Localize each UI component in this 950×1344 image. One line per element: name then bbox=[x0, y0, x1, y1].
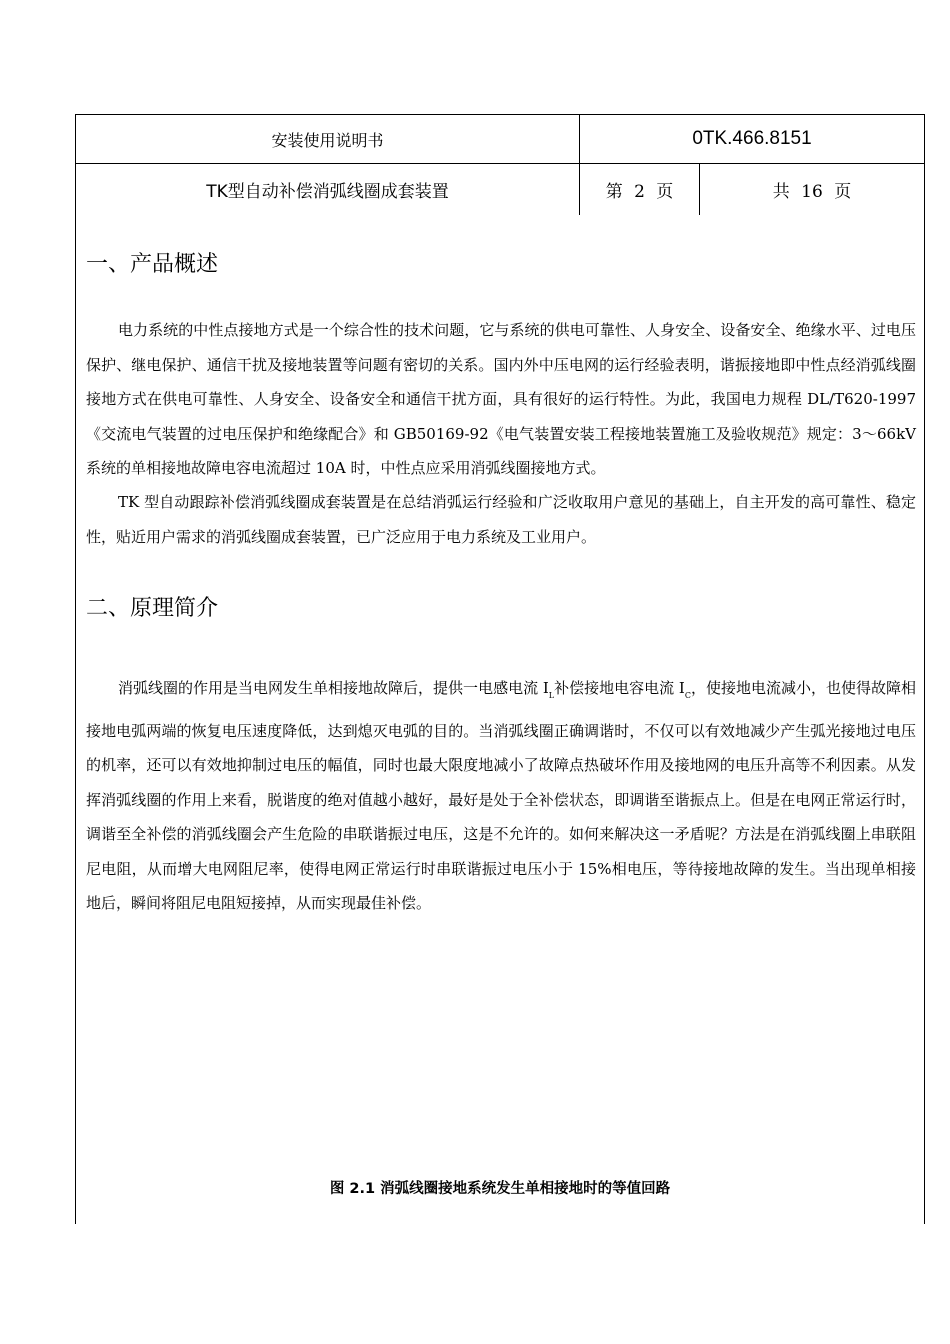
subscript-l: L bbox=[548, 691, 555, 700]
para-text-b: 补偿接地电容电流 I bbox=[554, 679, 685, 697]
para-text-c: ，使接地电流减小，也使得故障相接地电弧两端的恢复电压速度降低，达到熄灭电弧的目的。当消弧线圈正确调谐时，不仅可以有效地减少产生弧光接地过电压的机率，还可以有效地抑制过电压的幅值，同时也最大限度地减小了故障点热破坏作用及接地网的电压升高等不利因素。从发挥消弧线圈的作用上来看，脱谐度的绝对值越小越好，最好是处于全补偿状态，即调谐至谐振点上。但是在电网正常运行时，调谐至全补偿的消弧线圈会产生危险的串联谐振过电压，这是不允许的。如何来解决这一矛盾呢？方法是在消弧线圈上串联阻尼电阻，从而增大电网阻尼率，使得电网正常运行时串联谐振过电压小于 15%相电压，等待接地故障的发生。当出现单相接地后，瞬间将阻尼电阻短接掉，从而实现最佳补偿。 bbox=[86, 679, 916, 912]
subscript-c: C bbox=[684, 691, 691, 700]
section-2-paragraph bbox=[86, 671, 916, 921]
section-1-title: 一、产品概述 bbox=[86, 252, 219, 277]
product-name: TK型自动补偿消弧线圈成套装置 bbox=[76, 163, 580, 215]
doc-code: 0TK.466.8151 bbox=[692, 128, 812, 149]
section-1-paragraph-2: TK 型自动跟踪补偿消弧线圈成套装置是在总结消弧运行经验和广泛收取用户意见的基础上，自主开发的高可靠性、稳定性，贴近用户需求的消弧线圈成套装置，已广泛应用于电力系统及工业用户。 bbox=[86, 493, 916, 546]
section-1-paragraph-1: 电力系统的中性点接地方式是一个综合性的技术问题，它与系统的供电可靠性、人身安全、设备安全、绝缘水平、过电压保护、继电保护、通信干扰及接地装置等问题有密切的关系。国内外中压电网的运行经验表明，谐振接地即中性点经消弧线圈接地方式在供电可靠性、人身安全、设备安全和通信干扰方面，具有很好的运行特性。为此，我国电力规程 DL/T620-1997《交流电气装置的过电压保护和绝缘配合》和 GB50169-92《电气装置安装工程接地装置施工及验收规范》规定：3～66kV 系统的单相接地故障电容电流超过 10A 时，中性点应采用消弧线圈接地方式。 bbox=[86, 321, 916, 477]
header-row-1 bbox=[76, 115, 924, 164]
doc-type: 安装使用说明书 bbox=[76, 115, 580, 163]
document-frame bbox=[75, 114, 925, 1224]
section-2-title: 二、原理简介 bbox=[86, 596, 219, 621]
page-number: 第 2 页 bbox=[580, 163, 700, 215]
para-text-a: 消弧线圈的作用是当电网发生单相接地故障后，提供一电感电流 I bbox=[118, 679, 549, 697]
figure-caption: 图 2.1 消弧线圈接地系统发生单相接地时的等值回路 bbox=[329, 1181, 671, 1197]
header-row-2 bbox=[76, 163, 924, 215]
total-pages: 共 16 页 bbox=[772, 181, 852, 202]
